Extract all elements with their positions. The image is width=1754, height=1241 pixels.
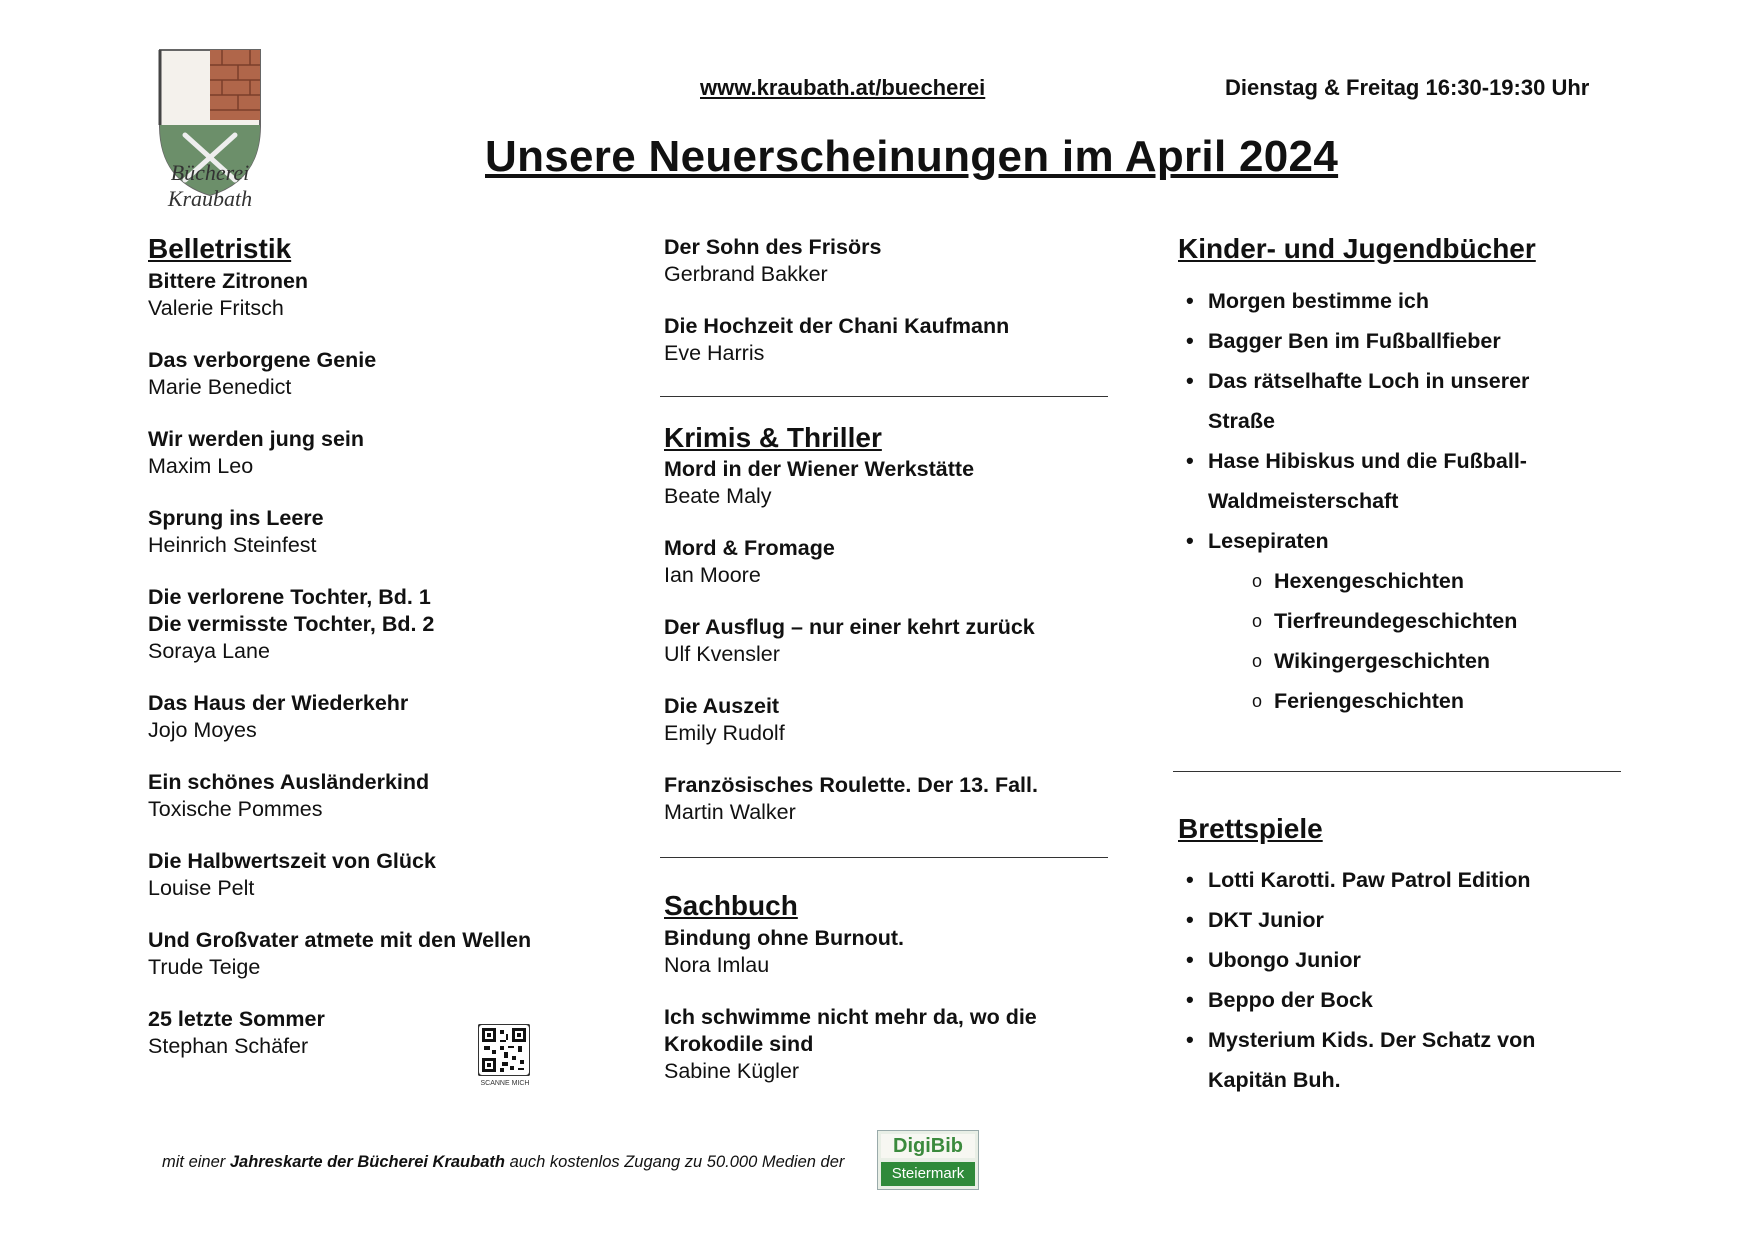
book-entry: [664, 693, 785, 747]
book-entry: [148, 268, 308, 322]
list-item: [1178, 521, 1598, 721]
website-link[interactable]: www.kraubath.at/buecherei: [700, 75, 986, 100]
sub-list-item: o Hexengeschichten: [1252, 561, 1598, 601]
book-title: Der Sohn des Frisörs: [664, 235, 882, 259]
book-entry: [664, 234, 881, 288]
section-divider: [1173, 771, 1621, 772]
book-entry: [148, 426, 364, 480]
book-author: Eve Harris: [664, 341, 765, 365]
book-entry: [148, 505, 324, 559]
book-entry: [664, 313, 1009, 367]
book-title: Wir werden jung sein: [148, 427, 365, 451]
brettspiele-heading: Brettspiele: [1178, 813, 1323, 844]
book-author: Jojo Moyes: [148, 718, 257, 742]
book-entry: [664, 772, 1038, 826]
book-author: Emily Rudolf: [664, 721, 785, 745]
qr-caption: SCANNE MICH: [480, 1080, 530, 1087]
book-author: Marie Benedict: [148, 375, 292, 399]
book-author: Martin Walker: [664, 800, 796, 824]
book-entry: [148, 584, 434, 665]
sub-list-item: o Wikingergeschichten: [1252, 641, 1598, 681]
book-title: 25 letzte Sommer: [148, 1007, 325, 1031]
book-entry: [664, 925, 904, 979]
book-entry: [664, 535, 835, 589]
krimis-heading: Krimis & Thriller: [664, 422, 882, 453]
book-entry: [148, 848, 436, 902]
section-divider: [660, 396, 1108, 397]
book-author: Stephan Schäfer: [148, 1034, 309, 1058]
brettspiele-list: [1178, 860, 1598, 1100]
book-title: Die Auszeit: [664, 694, 780, 718]
digibib-logo-top: DigiBib: [881, 1134, 975, 1158]
book-entry: [148, 690, 408, 744]
book-author: Soraya Lane: [148, 639, 270, 663]
list-item: • Morgen bestimme ich: [1178, 281, 1598, 321]
list-item: • Lotti Karotti. Paw Patrol Edition: [1178, 860, 1598, 900]
book-author: Nora Imlau: [664, 953, 770, 977]
book-title: Die Hochzeit der Chani Kaufmann: [664, 314, 1010, 338]
list-item: • Hase Hibiskus und die Fußball-Waldmeisterschaft: [1178, 441, 1578, 521]
book-author: Louise Pelt: [148, 876, 255, 900]
footer-note: mit einer Jahreskarte der Bücherei Kraubath auch kostenlos Zugang zu 50.000 Medien der: [162, 1153, 845, 1171]
book-author: Sabine Kügler: [664, 1059, 800, 1083]
book-entry: [148, 347, 376, 401]
book-entry: [664, 1004, 1037, 1085]
book-title: Die verlorene Tochter, Bd. 1: [148, 585, 431, 609]
list-item-label: Lesepiraten: [1208, 529, 1329, 553]
book-title-2: Krokodile sind: [664, 1032, 814, 1056]
book-entry: [664, 456, 974, 510]
list-item: • Mysterium Kids. Der Schatz von Kapitän Buh.: [1178, 1020, 1578, 1100]
list-item: • Das rätselhafte Loch in unserer Straße: [1178, 361, 1578, 441]
lesepiraten-sublist: [1208, 561, 1598, 721]
kinder-list: [1178, 281, 1598, 721]
book-title: Französisches Roulette. Der 13. Fall.: [664, 773, 1038, 797]
list-item: • DKT Junior: [1178, 900, 1598, 940]
section-divider: [660, 857, 1108, 858]
sachbuch-heading: Sachbuch: [664, 890, 798, 921]
list-item: • Beppo der Bock: [1178, 980, 1598, 1020]
book-title: Sprung ins Leere: [148, 506, 324, 530]
page-title: Unsere Neuerscheinungen im April 2024: [485, 132, 1339, 181]
digibib-logo-bottom: Steiermark: [881, 1162, 975, 1186]
list-item: • Ubongo Junior: [1178, 940, 1598, 980]
list-item: • Bagger Ben im Fußballfieber: [1178, 321, 1598, 361]
library-logo-name: Bücherei Kraubath: [167, 160, 253, 211]
book-author: Maxim Leo: [148, 454, 254, 478]
book-author: Heinrich Steinfest: [148, 533, 317, 557]
book-entry: [664, 614, 1035, 668]
book-title: Das verborgene Genie: [148, 348, 377, 372]
book-title: Die Halbwertszeit von Glück: [148, 849, 436, 873]
kinder-heading: Kinder- und Jugendbücher: [1178, 233, 1536, 264]
book-author: Beate Maly: [664, 484, 772, 508]
book-entry: [148, 769, 429, 823]
book-author: Toxische Pommes: [148, 797, 323, 821]
opening-hours: Dienstag & Freitag 16:30-19:30 Uhr: [1225, 75, 1590, 100]
book-title: Und Großvater atmete mit den Wellen: [148, 928, 532, 952]
book-author: Valerie Fritsch: [148, 296, 284, 320]
book-title: Das Haus der Wiederkehr: [148, 691, 409, 715]
footer-bold: Jahreskarte der Bücherei Kraubath: [229, 1153, 505, 1171]
belletristik-heading: Belletristik: [148, 233, 292, 264]
book-title: Mord & Fromage: [664, 536, 835, 560]
book-title: Bindung ohne Burnout.: [664, 926, 905, 950]
book-title: Bittere Zitronen: [148, 269, 309, 293]
book-entry: [148, 927, 531, 981]
book-title: Mord in der Wiener Werkstätte: [664, 457, 975, 481]
book-author: Gerbrand Bakker: [664, 262, 828, 286]
book-author: Ian Moore: [664, 563, 761, 587]
book-title: Der Ausflug – nur einer kehrt zurück: [664, 615, 1035, 639]
book-author: Ulf Kvensler: [664, 642, 780, 666]
sub-list-item: o Tierfreundegeschichten: [1252, 601, 1598, 641]
sub-list-item: o Feriengeschichten: [1252, 681, 1598, 721]
book-title: Ein schönes Ausländerkind: [148, 770, 430, 794]
book-author: Trude Teige: [148, 955, 261, 979]
book-entry: [148, 1006, 325, 1060]
digibib-logo[interactable]: [877, 1130, 979, 1190]
book-title: Ich schwimme nicht mehr da, wo die: [664, 1005, 1037, 1029]
book-title-2: Die vermisste Tochter, Bd. 2: [148, 612, 435, 636]
qr-code[interactable]: [478, 1024, 530, 1076]
